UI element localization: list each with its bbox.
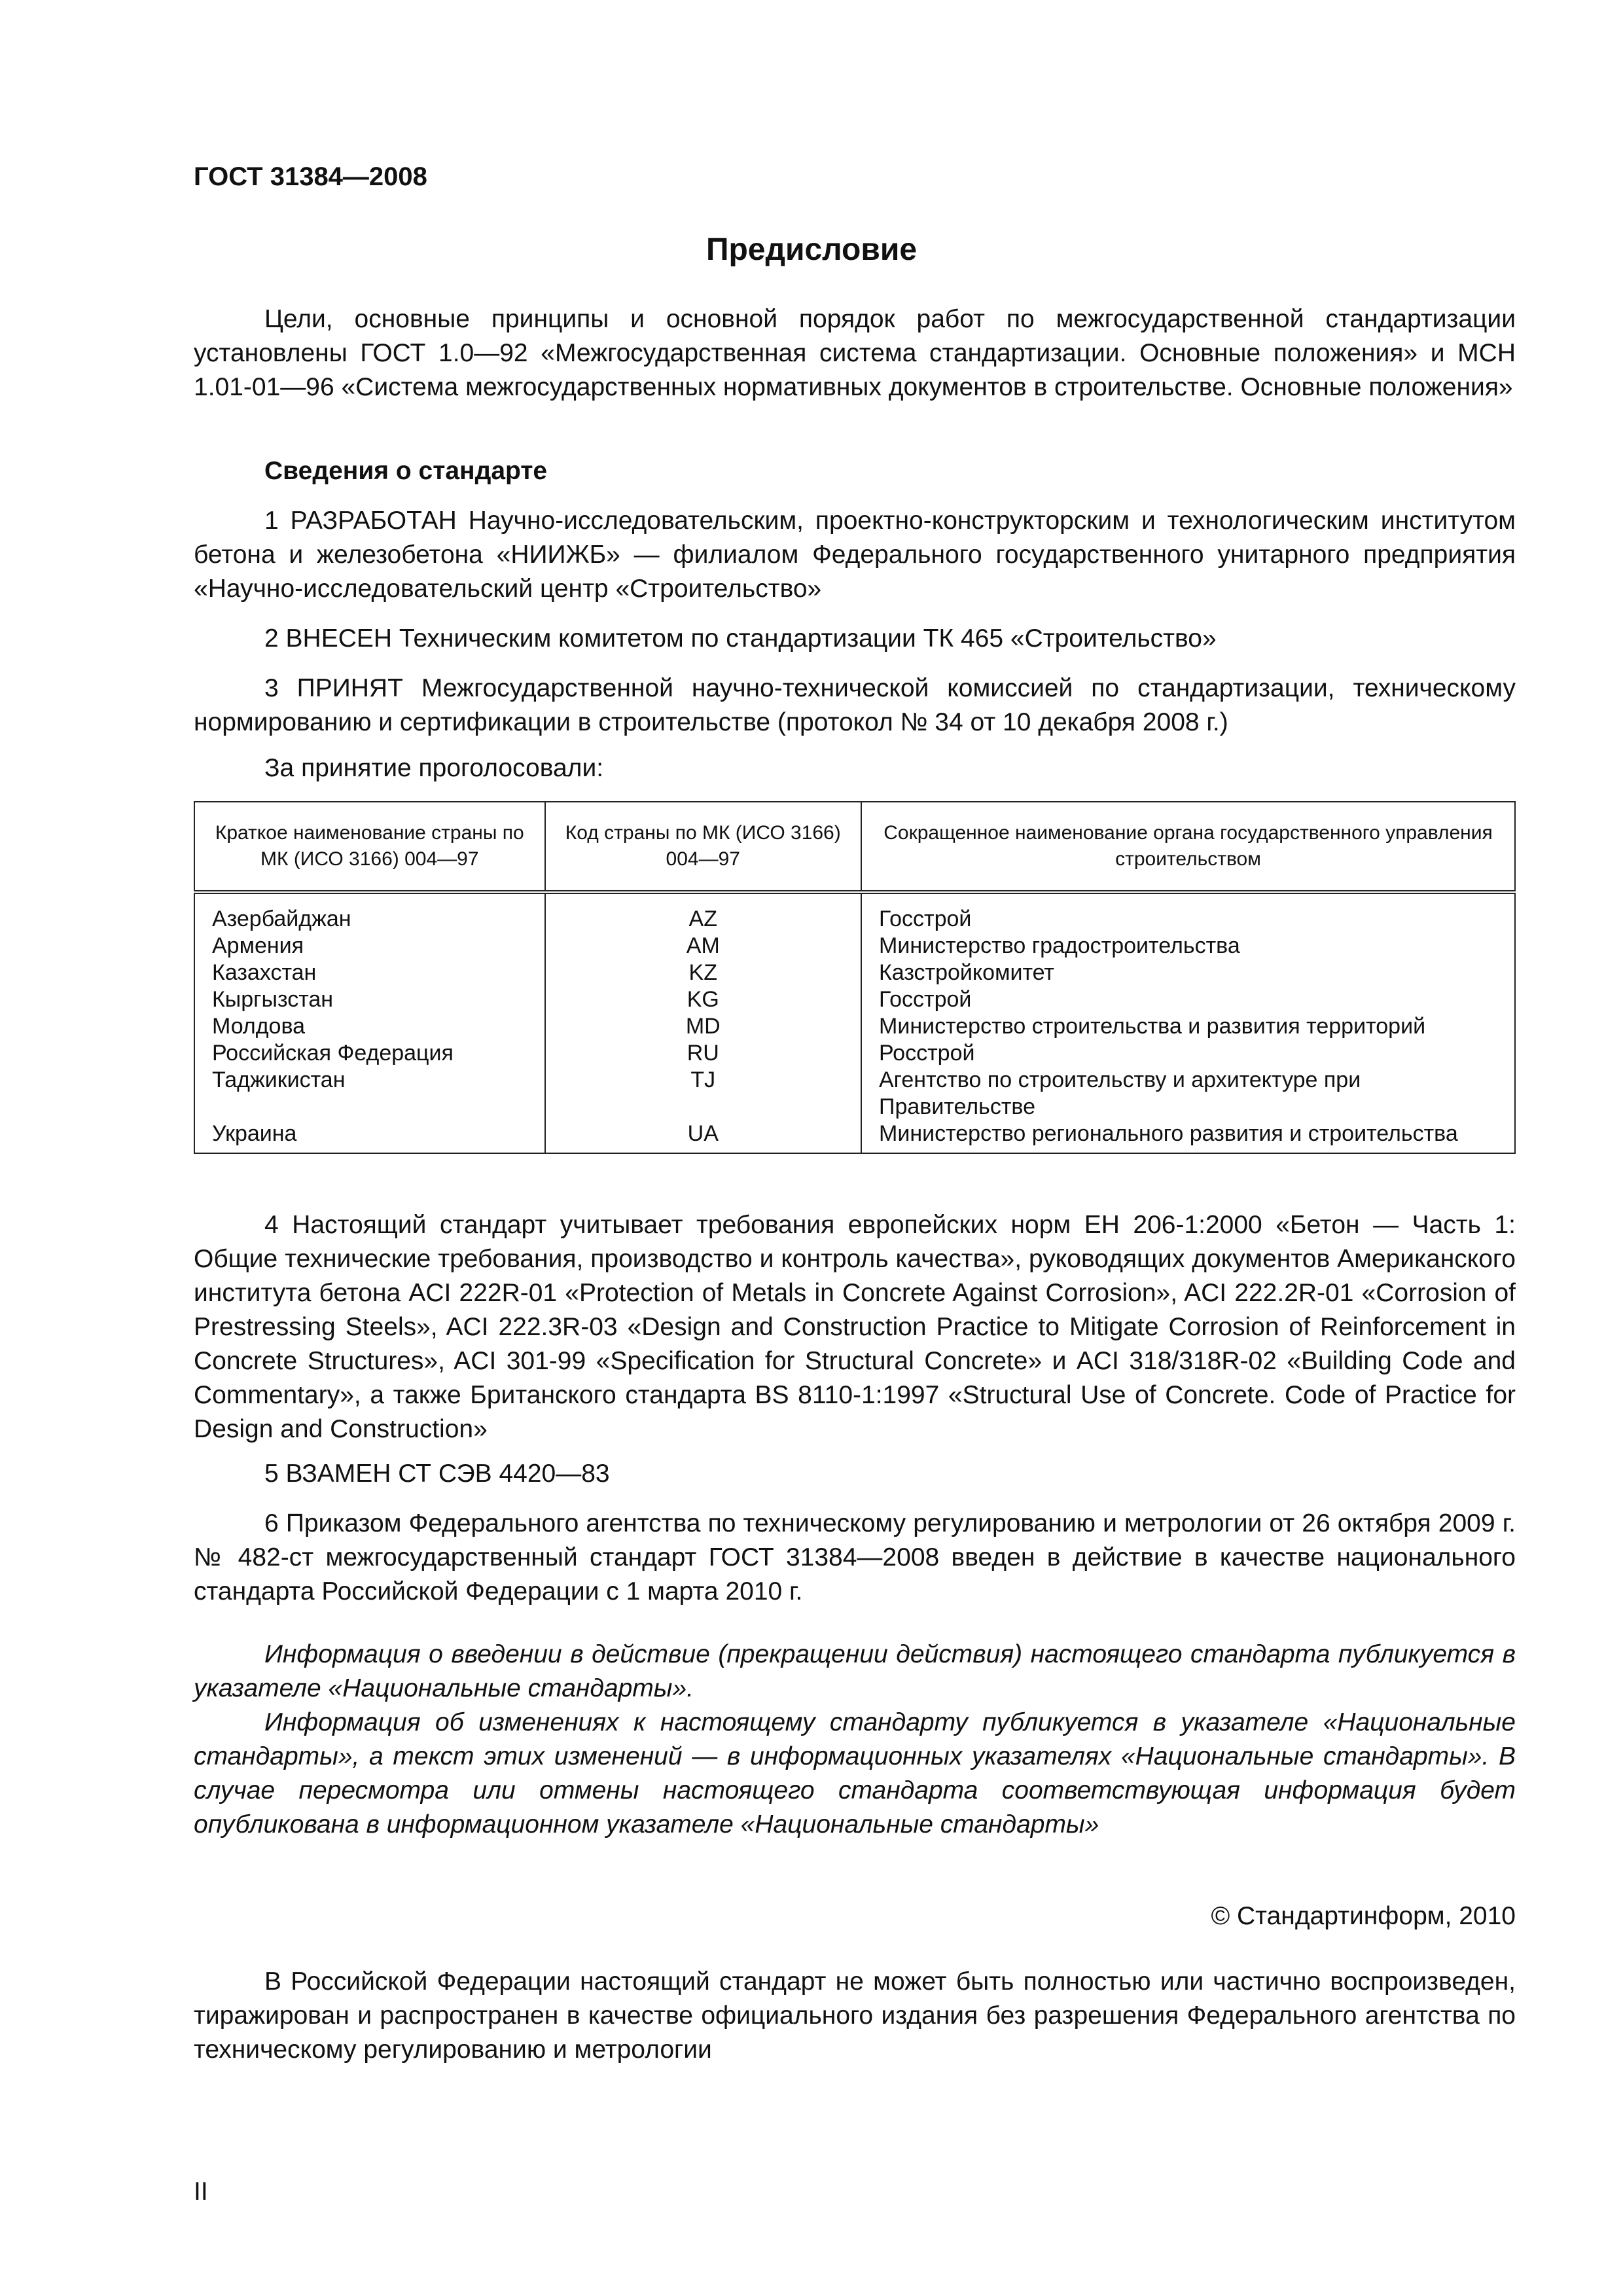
intro-paragraph: Цели, основные принципы и основной порядок работ по межгосударственной стандартизации установлены ГОСТ 1.0—92 «Межгосударственная система стандартизации. Основные положения» и МСН 1.01-01—96 «Система межгосударственных нормативных документов в строительстве. Основные положения» <box>194 305 1516 401</box>
cell-code: KG <box>545 986 861 1013</box>
cell-authority: Госстрой <box>861 986 1515 1013</box>
cell-code: RU <box>545 1040 861 1067</box>
cell-code: UA <box>545 1121 861 1153</box>
table-row <box>194 960 1515 986</box>
item-3-adopted: 3 ПРИНЯТ Межгосударственной научно-технической комиссией по стандартизации, техническому нормированию и сертификации в строительстве (протокол № 34 от 10 декабря 2008 г.) <box>194 674 1516 736</box>
item-6-order: 6 Приказом Федерального агентства по техническому регулированию и метрологии от 26 октября 2009 г. № 482-ст межгосударственный стандарт ГОСТ 31384—2008 введен в действие в качестве национального стандарта Российской Федерации с 1 марта 2010 г. <box>194 1509 1516 1605</box>
cell-authority: Министерство градостроительства <box>861 933 1515 960</box>
table-row <box>194 986 1515 1013</box>
notice-publication: Информация о введении в действие (прекращении действия) настоящего стандарта публикуется в указателе «Национальные стандарты». <box>194 1640 1516 1702</box>
table-row <box>194 892 1515 933</box>
notice-changes: Информация об изменениях к настоящему стандарту публикуется в указателе «Национальные стандарты», а текст этих изменений — в информационных указателях «Национальные стандарты». В случае пересмотра или отмены настоящего стандарта соответствующая информация будет опубликована в информационном указателе «Национальные стандарты» <box>194 1708 1516 1839</box>
cell-country: Молдова <box>194 1013 545 1040</box>
info-heading: Сведения о стандарте <box>264 457 548 485</box>
cell-code: MD <box>545 1013 861 1040</box>
cell-country: Украина <box>194 1121 545 1153</box>
item-4-european-norms: 4 Настоящий стандарт учитывает требования европейских норм ЕН 206-1:2000 «Бетон — Часть 1: Общие технические требования, производство и контроль качества», руководящих документов Американского института бетона ACI 222R-01 «Protection of Metals in Concrete Against Corrosion», ACI 222.2R-01 «Corrosion of Prestressing Steels», ACI 222.3R-03 «Design and Construction Practice to Mitigate Corrosion of Reinforcement in Concrete Structures», ACI 301-99 «Specification for Structural Concrete» и ACI 318/318R-02 «Building Code and Commentary», а также Британского стандарта BS 8110-1:1997 «Structural Use of Concrete. Code of Practice for Design and Construction» <box>194 1211 1516 1443</box>
table-row <box>194 1040 1515 1067</box>
table-row <box>194 1121 1515 1153</box>
voted-label: За принятие проголосовали: <box>264 754 604 782</box>
cell-authority: Казстройкомитет <box>861 960 1515 986</box>
cell-code: AM <box>545 933 861 960</box>
cell-authority: Госстрой <box>861 892 1515 933</box>
item-1-developed: 1 РАЗРАБОТАН Научно-исследовательским, проектно-конструкторским и технологическим институтом бетона и железобетона «НИИЖБ» — филиалом Федерального государственного унитарного предприятия «Научно-исследовательский центр «Строительство» <box>194 507 1516 603</box>
table-row <box>194 1013 1515 1040</box>
cell-code: TJ <box>545 1067 861 1121</box>
table-header-row <box>194 802 1515 892</box>
column-header-country: Краткое наименование страны по МК (ИСО 3166) 004—97 <box>194 802 545 892</box>
table-row <box>194 933 1515 960</box>
page-title: Предисловие <box>705 232 918 267</box>
page-number: II <box>194 2178 208 2206</box>
cell-country: Казахстан <box>194 960 545 986</box>
cell-country: Российская Федерация <box>194 1040 545 1067</box>
cell-authority: Агентство по строительству и архитектуре при Правительстве <box>861 1067 1515 1121</box>
cell-authority: Министерство строительства и развития территорий <box>861 1013 1515 1040</box>
cell-country: Кыргызстан <box>194 986 545 1013</box>
cell-country: Таджикистан <box>194 1067 545 1121</box>
cell-country: Азербайджан <box>194 892 545 933</box>
item-5-replaces: 5 ВЗАМЕН СТ СЭВ 4420—83 <box>264 1460 610 1488</box>
cell-authority: Росстрой <box>861 1040 1515 1067</box>
cell-authority: Министерство регионального развития и строительства <box>861 1121 1515 1153</box>
column-header-authority: Сокращенное наименование органа государственного управления строительством <box>861 802 1515 892</box>
voting-table <box>194 801 1516 1154</box>
cell-code: AZ <box>545 892 861 933</box>
cell-country: Армения <box>194 933 545 960</box>
item-2-submitted: 2 ВНЕСЕН Техническим комитетом по стандартизации ТК 465 «Строительство» <box>264 624 1217 653</box>
cell-code: KZ <box>545 960 861 986</box>
column-header-code: Код страны по МК (ИСО 3166) 004—97 <box>545 802 861 892</box>
table-row <box>194 1067 1515 1121</box>
copyright: © Стандартинформ, 2010 <box>1211 1902 1516 1930</box>
document-number: ГОСТ 31384—2008 <box>194 162 427 191</box>
reproduction-notice: В Российской Федерации настоящий стандарт не может быть полностью или частично воспроизведен, тиражирован и распространен в качестве официального издания без разрешения Федерального агентства по техническому регулированию и метрологии <box>194 1967 1516 2064</box>
